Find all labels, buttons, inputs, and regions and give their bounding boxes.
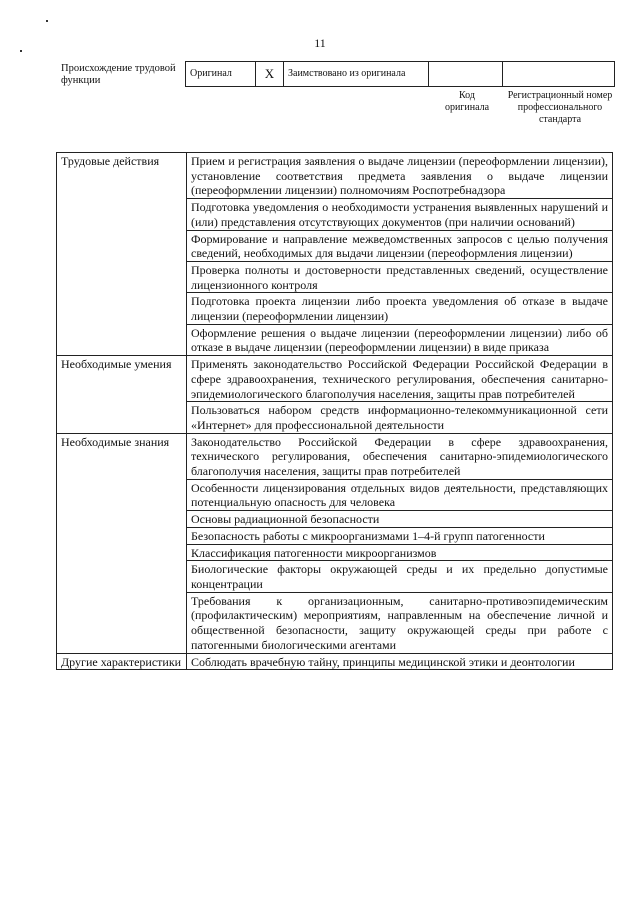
section-item: Безопасность работы с микроорганизмами 1–4-й групп патогенности — [187, 527, 613, 544]
origin-code-caption: Код оригинала — [444, 90, 490, 113]
section-item: Оформление решения о выдаче лицензии (переоформлении лицензии) либо об отказе в выдаче лицензии (переоформлении лицензии) в виде приказа — [187, 324, 613, 355]
table-row — [57, 433, 613, 479]
section-category: Необходимые умения — [57, 356, 187, 434]
section-item: Проверка полноты и достоверности представленных сведений, осуществление лицензионного контроля — [187, 261, 613, 292]
origin-borrowed-cell: Заимствовано из оригинала — [284, 62, 429, 86]
scan-speck — [46, 20, 48, 22]
section-category: Необходимые знания — [57, 433, 187, 653]
section-item: Подготовка проекта лицензии либо проекта уведомления об отказе в выдаче лицензии (переоформлении лицензии) — [187, 293, 613, 324]
section-item: Формирование и направление межведомственных запросов с целью получения сведений, необходимых для выдачи лицензии (переоформления лицензии) — [187, 230, 613, 261]
origin-box — [185, 61, 615, 87]
page-number: 11 — [314, 36, 326, 50]
section-item: Соблюдать врачебную тайну, принципы медицинской этики и деонтологии — [187, 653, 613, 670]
section-item: Прием и регистрация заявления о выдаче лицензии (переоформлении лицензии), установление соответствия предмета заявления о выдаче лицензии (переоформлении лицензии) полномочиям Роспотребнадзора — [187, 153, 613, 199]
table-row — [57, 653, 613, 670]
section-item: Законодательство Российской Федерации в сфере здравоохранения, технического регулирования, обеспечения санитарно-эпидемиологического благополучия населения, защиты прав потребителей — [187, 433, 613, 479]
section-item: Требования к организационным, санитарно-противоэпидемическим (профилактическим) мероприятиям, направленным на обеспечение личной и общественной безопасности, защиту окружающей среды при работе с патогенными биологическими агентами — [187, 592, 613, 653]
section-category: Другие характеристики — [57, 653, 187, 670]
section-item: Особенности лицензирования отдельных видов деятельности, представляющих потенциальную опасность для человека — [187, 479, 613, 510]
origin-original-cell: Оригинал — [186, 62, 256, 86]
origin-code-cell — [429, 62, 503, 86]
labor-function-table — [56, 152, 613, 670]
origin-label: Происхождение трудовой функции — [61, 63, 176, 86]
origin-reg-caption: Регистрационный номер профессионального стандарта — [507, 90, 613, 125]
section-item: Применять законодательство Российской Федерации Российской Федерации в сфере здравоохранения, технического регулирования, обеспечения санитарно-эпидемиологического благополучия населения, защиты прав потребителей — [187, 356, 613, 402]
table-row — [57, 356, 613, 402]
table-row — [57, 153, 613, 199]
section-category: Трудовые действия — [57, 153, 187, 356]
section-item: Классификация патогенности микроорганизмов — [187, 544, 613, 561]
origin-original-mark: X — [256, 62, 284, 86]
section-item: Пользоваться набором средств информационно-телекоммуникационной сети «Интернет» для профессиональной деятельности — [187, 402, 613, 433]
section-item: Биологические факторы окружающей среды и их предельно допустимые концентрации — [187, 561, 613, 592]
section-item: Подготовка уведомления о необходимости устранения выявленных нарушений и (или) представления отсутствующих документов (при наличии оснований) — [187, 199, 613, 230]
section-item: Основы радиационной безопасности — [187, 511, 613, 528]
